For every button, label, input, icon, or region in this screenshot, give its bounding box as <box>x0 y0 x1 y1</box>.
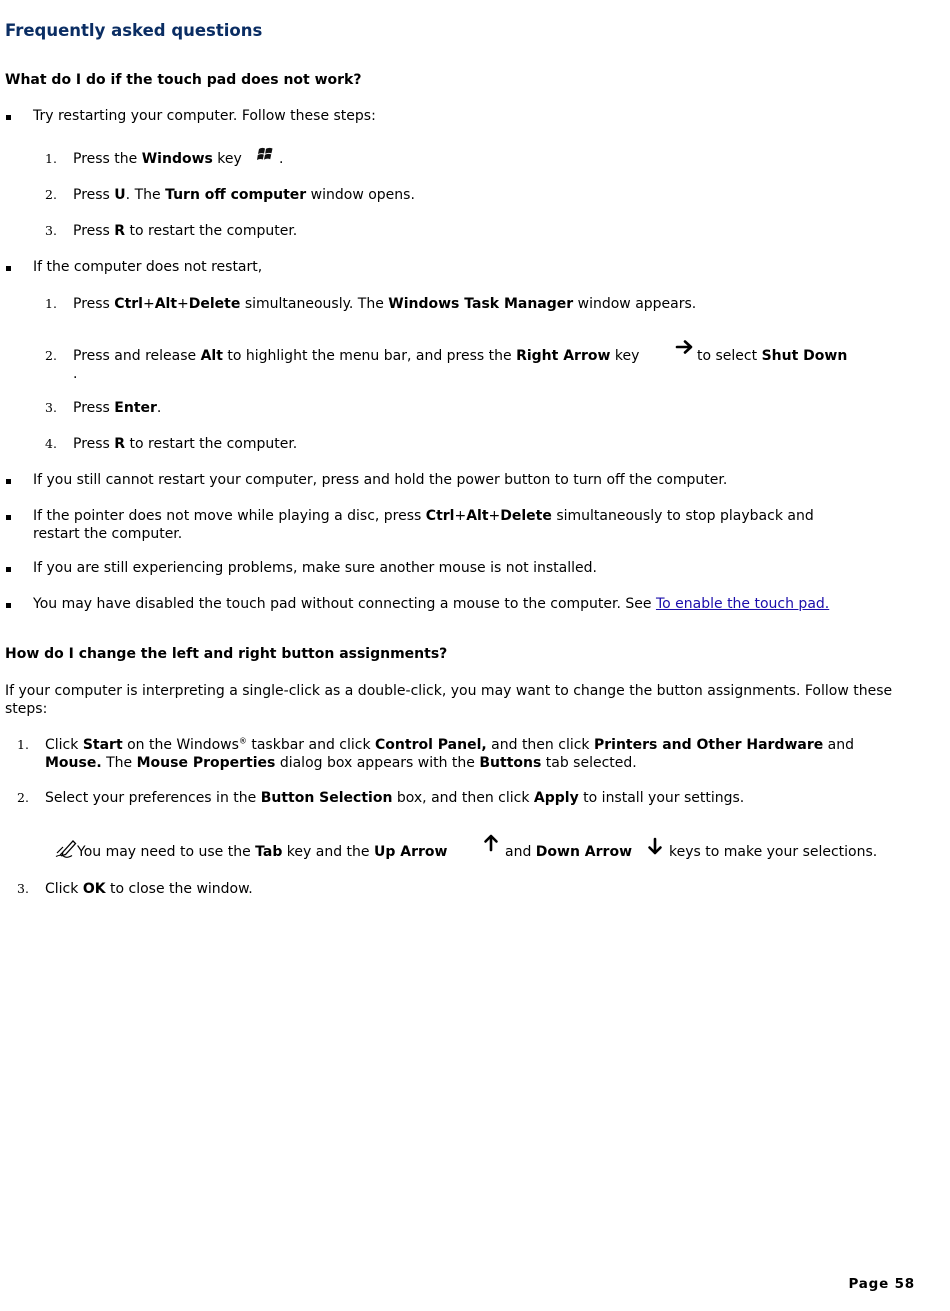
step-press-u: Press U. The Turn off computer window opens. <box>73 187 415 203</box>
bullet-marker <box>6 266 11 271</box>
bullet-marker <box>6 479 11 484</box>
step-number: 3. <box>17 881 29 896</box>
step-ctrl-alt-delete: Press Ctrl+Alt+Delete simultaneously. The Windows Task Manager window appears. <box>73 296 697 312</box>
bullet-another-mouse: If you are still experiencing problems, make sure another mouse is not installed. <box>33 560 597 576</box>
bullet-does-not-restart: If the computer does not restart, <box>33 259 263 275</box>
bullet-power-button: If you still cannot restart your computer, press and hold the power button to turn off the computer. <box>33 472 728 488</box>
bullet-marker <box>6 515 11 520</box>
step-number: 3. <box>45 223 57 238</box>
intro-paragraph: If your computer is interpreting a single-click as a double-click, you may want to change the button assignments. Follow these steps: <box>5 683 893 717</box>
step-press-enter: Press Enter. <box>73 400 162 416</box>
note-keys-end: keys to make your selections. <box>669 844 878 860</box>
step-press-windows-key: Press the Windows key <box>73 151 242 167</box>
page-title: Frequently asked questions <box>5 21 263 40</box>
step-period: . <box>279 151 284 167</box>
question-heading-button-assignments: How do I change the left and right button assignments? <box>5 646 448 662</box>
note-and-down-arrow: and Down Arrow <box>505 844 633 860</box>
up-arrow-icon <box>482 833 500 853</box>
note-keys-text: You may need to use the Tab key and the Up Arrow <box>77 844 448 860</box>
step-select-shut-down: to select Shut Down <box>697 348 848 364</box>
step-press-r: Press R to restart the computer. <box>73 223 298 239</box>
step-number: 1. <box>45 151 57 166</box>
step-click-ok: Click OK to close the window. <box>45 881 253 897</box>
bullet-marker <box>6 603 11 608</box>
bullet-marker <box>6 567 11 572</box>
step-select-preferences: Select your preferences in the Button Selection box, and then click Apply to install your settings. <box>45 790 745 806</box>
step-click-start: Click Start on the Windows® taskbar and click Control Panel, and then click Printers and Other Hardware and Mouse. The Mouse Properties dialog box appears with the Buttons tab selected. <box>45 736 855 771</box>
question-heading-touch-pad: What do I do if the touch pad does not work? <box>5 72 362 88</box>
windows-logo-icon <box>256 145 276 163</box>
step-number: 2. <box>45 187 57 202</box>
note-pencil-icon <box>55 838 77 858</box>
page-number: Page 58 <box>848 1276 915 1292</box>
step-number: 3. <box>45 400 57 415</box>
step-press-r: Press R to restart the computer. <box>73 436 298 452</box>
step-press-alt: Press and release Alt to highlight the menu bar, and press the Right Arrow key <box>73 348 640 364</box>
step-period: . <box>73 366 78 382</box>
step-number: 4. <box>45 436 57 451</box>
bullet-restart-computer: Try restarting your computer. Follow these steps: <box>33 108 376 124</box>
bullet-pointer-disc: If the pointer does not move while playing a disc, press Ctrl+Alt+Delete simultaneously to stop playback and restart the computer. <box>33 508 814 542</box>
step-number: 2. <box>45 348 57 363</box>
down-arrow-icon <box>646 836 664 856</box>
step-number: 2. <box>17 790 29 805</box>
step-number: 1. <box>17 737 29 752</box>
step-number: 1. <box>45 296 57 311</box>
bullet-marker <box>6 115 11 120</box>
bullet-disabled-touch-pad: You may have disabled the touch pad without connecting a mouse to the computer. See To enable the touch pad. <box>33 596 830 612</box>
right-arrow-icon <box>675 338 695 356</box>
enable-touch-pad-link[interactable]: To enable the touch pad. <box>655 596 830 612</box>
